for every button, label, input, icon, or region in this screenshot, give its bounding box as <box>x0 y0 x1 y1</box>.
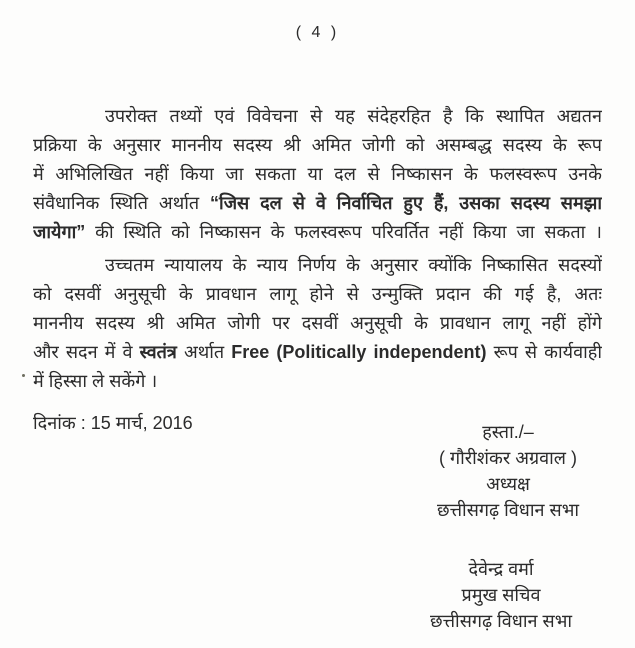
text-segment: अर्थात <box>176 342 232 362</box>
text-segment: उच्चतम न्यायालय के न्याय निर्णय के अनुसार क्योंकि निष्कासित सदस्यों <box>105 255 602 275</box>
text-segment: प्रक्रिया के अनुसार माननीय सदस्य श्री अमित जोगी को असम्बद्ध सदस्य के रूप <box>33 135 602 155</box>
text-segment: को दसवीं अनुसूची के प्रावधान लागू होने से उन्मुक्ति प्रदान की गई है, अतः <box>33 284 602 304</box>
text-line <box>33 131 602 160</box>
text-line <box>33 309 602 338</box>
text-segment: की स्थिति को निष्कासन के फलस्वरूप परिवर्तित नहीं किया जा सकता । <box>85 222 602 242</box>
page-number: ( 4 ) <box>295 24 340 41</box>
date-line: दिनांक : 15 मार्च, 2016 <box>33 413 193 433</box>
text-segment: में अभिलिखित नहीं किया जा सकता या दल से निष्कासन के फलस्वरूप उनके <box>33 164 602 184</box>
signature-line: ( गौरीशंकर अग्रवाल ) <box>438 448 577 468</box>
text-line <box>33 102 602 131</box>
text-segment: संवैधानिक स्थिति अर्थात <box>33 193 211 213</box>
text-line <box>33 189 602 218</box>
signature-line: अध्यक्ष <box>486 474 530 494</box>
text-line <box>33 160 602 189</box>
paragraph-conclusion <box>33 251 602 396</box>
text-segment: माननीय सदस्य श्री अमित जोगी पर दसवीं अनुसूची के प्रावधान लागू नहीं होंगे <box>33 313 602 333</box>
text-segment: उपरोक्त तथ्यों एवं विवेचना से यह संदेहरहित है कि स्थापित अद्यतन <box>105 106 602 126</box>
bold-text-segment: स्वतंत्र <box>139 342 177 362</box>
text-line <box>33 280 602 309</box>
bold-text-segment: जायेगा” <box>33 222 86 242</box>
text-line <box>33 367 602 396</box>
text-segment: में हिस्सा ले सकेंगे । <box>33 371 158 391</box>
bold-text-segment: Free (Politically independent) <box>231 342 487 362</box>
text-segment: रूप से कार्यवाही <box>486 342 602 362</box>
signature-block-secretary <box>387 556 615 634</box>
signature-line: प्रमुख सचिव <box>461 585 541 605</box>
paragraph-ruling <box>33 102 602 247</box>
text-line <box>33 338 602 367</box>
signature-line: छत्तीसगढ़ विधान सभा <box>429 611 573 631</box>
signature-line: देवेन्द्र वर्मा <box>468 559 534 579</box>
signature-line: हस्ता./– <box>482 422 534 442</box>
signature-block-speaker <box>394 419 622 523</box>
text-line <box>33 218 602 247</box>
bold-text-segment: “जिस दल से वे निर्वाचित हुए हैं, उसका सदस्य समझा <box>210 193 602 213</box>
text-line <box>33 251 602 280</box>
text-segment: और सदन में वे <box>33 342 140 362</box>
scan-artifact-dot <box>22 374 25 377</box>
signature-line: छत्तीसगढ़ विधान सभा <box>436 500 580 520</box>
